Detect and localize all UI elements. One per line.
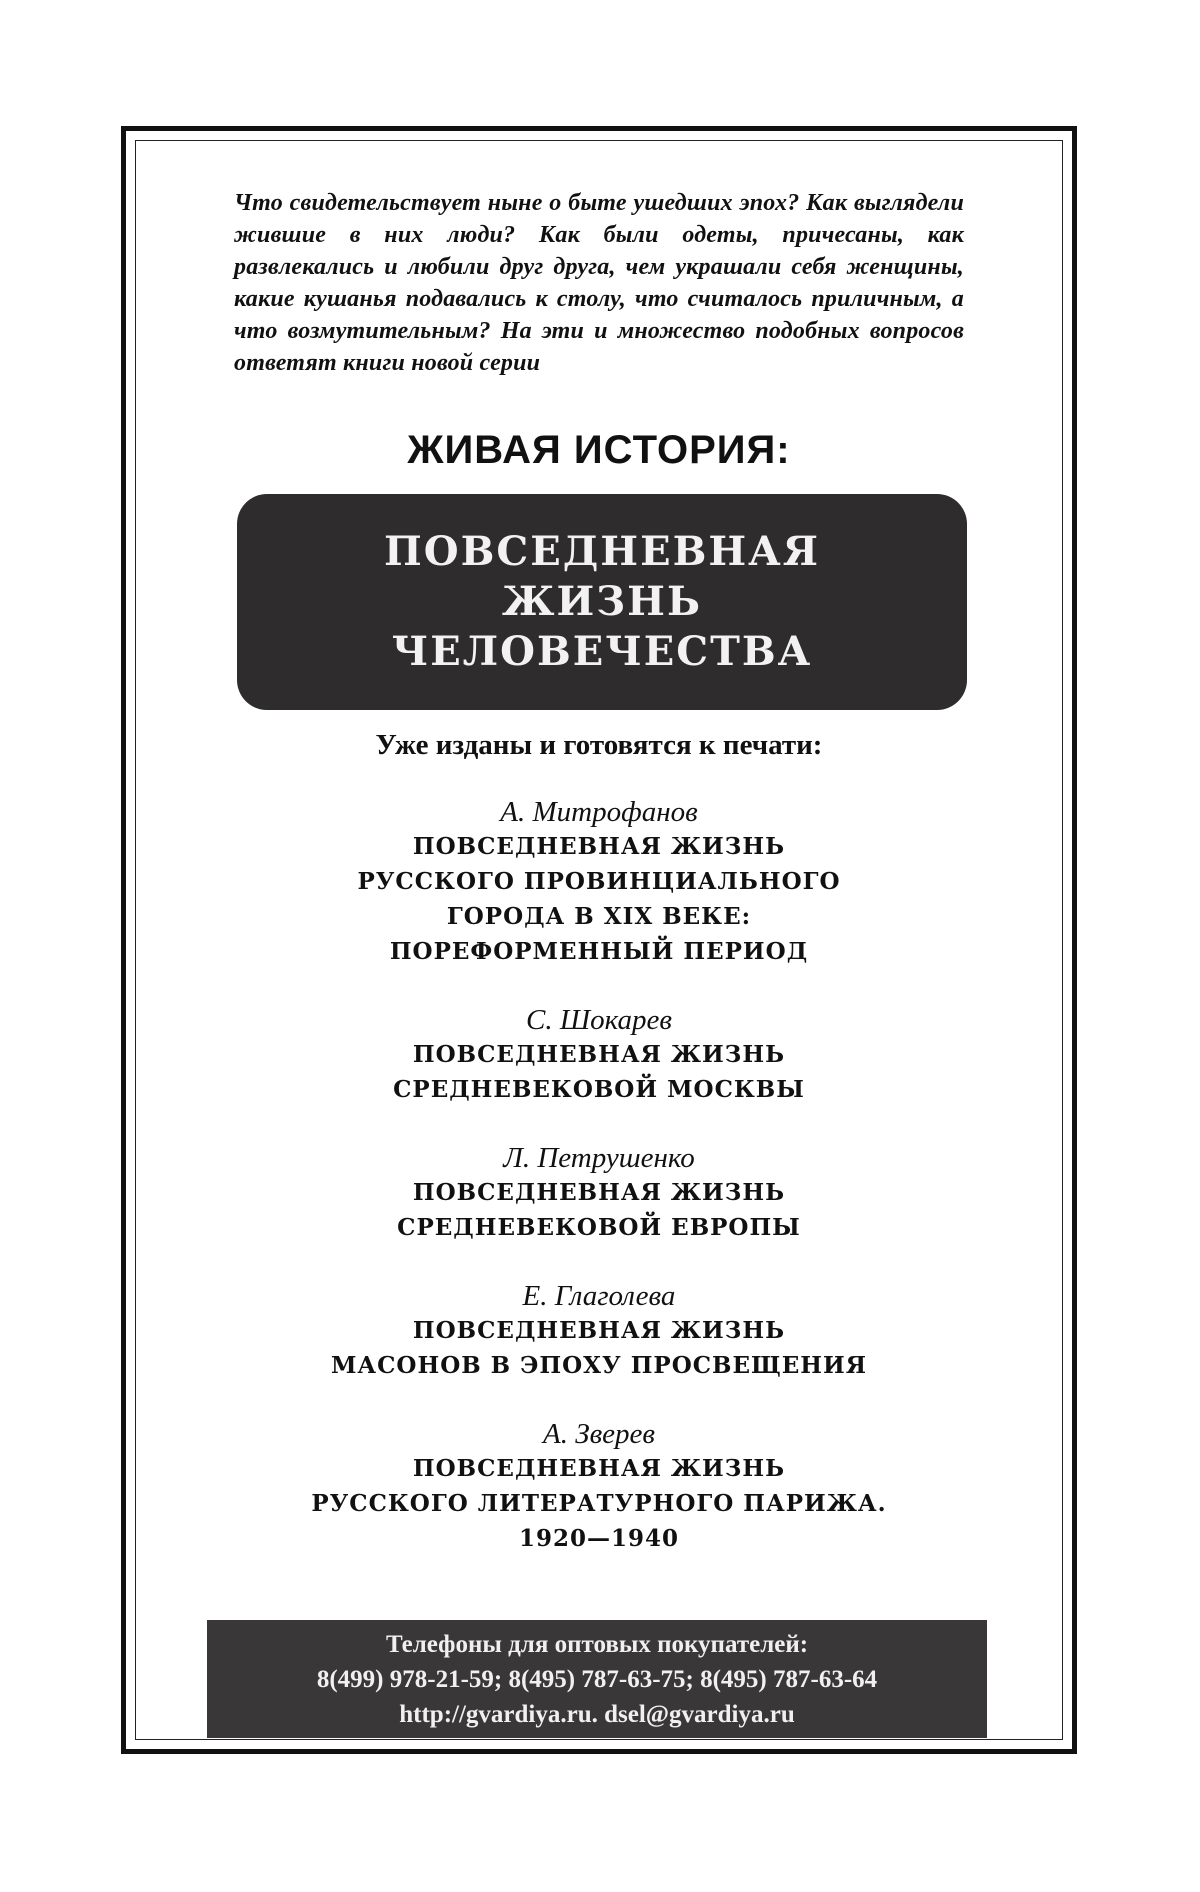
banner-line: ЖИЗНЬ [502,578,702,625]
book-title-line: СРЕДНЕВЕКОВОЙ ЕВРОПЫ [397,1214,801,1241]
book-list [135,795,1063,1590]
banner-line: ПОВСЕДНЕВНАЯ [383,528,821,575]
published-subtitle: Уже изданы и готовятся к печати: [375,729,823,761]
contacts-box [207,1620,987,1738]
book-title-line: РУССКОГО ПРОВИНЦИАЛЬНОГО [357,868,841,895]
series-title-banner [237,494,967,710]
intro-paragraph: Что свидетельствует ныне о быте ушедших эпох? Как выглядели жившие в них люди? Как были одеты, причесаны, как развлекались и любили друг друга, чем украшали себя женщины, какие кушанья подавались к столу, что считалось приличным, а что возмутительным? На эти и множество подобных вопросов ответят книги новой серии [234,190,964,376]
book-title-line: СРЕДНЕВЕКОВОЙ МОСКВЫ [393,1076,805,1103]
book-title-line: РУССКОГО ЛИТЕРАТУРНОГО ПАРИЖА. [311,1490,887,1517]
book-author: А. Митрофанов [500,796,698,828]
book-title-line: ПОВСЕДНЕВНАЯ ЖИЗНЬ [412,1455,786,1482]
contacts-web: http://gvardiya.ru. dsel@gvardiya.ru [399,1700,795,1728]
contacts-phones: 8(499) 978-21-59; 8(495) 787-63-75; 8(495) 787-63-64 [316,1665,878,1693]
book-entry [135,1141,1063,1245]
book-author: Е. Глаголева [522,1280,676,1312]
banner-line: ЧЕЛОВЕЧЕСТВА [391,628,813,675]
book-entry [135,1279,1063,1383]
book-title-line: ПОВСЕДНЕВНАЯ ЖИЗНЬ [412,1041,786,1068]
book-title-line: ПОРЕФОРМЕННЫЙ ПЕРИОД [389,938,809,965]
book-title-line: ГОРОДА В XIX ВЕКЕ: [446,903,752,930]
book-author: Л. Петрушенко [503,1142,695,1174]
book-title-line: ПОВСЕДНЕВНАЯ ЖИЗНЬ [412,1317,786,1344]
book-entry [135,795,1063,969]
book-title-line: 1920—1940 [518,1525,680,1552]
book-entry [135,1003,1063,1107]
book-author: А. Зверев [543,1418,655,1450]
book-title-line: ПОВСЕДНЕВНАЯ ЖИЗНЬ [412,1179,786,1206]
book-author: С. Шокарев [526,1004,672,1036]
series-name-heading: ЖИВАЯ ИСТОРИЯ: [407,428,791,472]
book-entry [135,1417,1063,1556]
book-title-line: ПОВСЕДНЕВНАЯ ЖИЗНЬ [412,833,786,860]
book-title-line: МАСОНОВ В ЭПОХУ ПРОСВЕЩЕНИЯ [330,1352,868,1379]
contacts-heading: Телефоны для оптовых покупателей: [385,1630,809,1658]
